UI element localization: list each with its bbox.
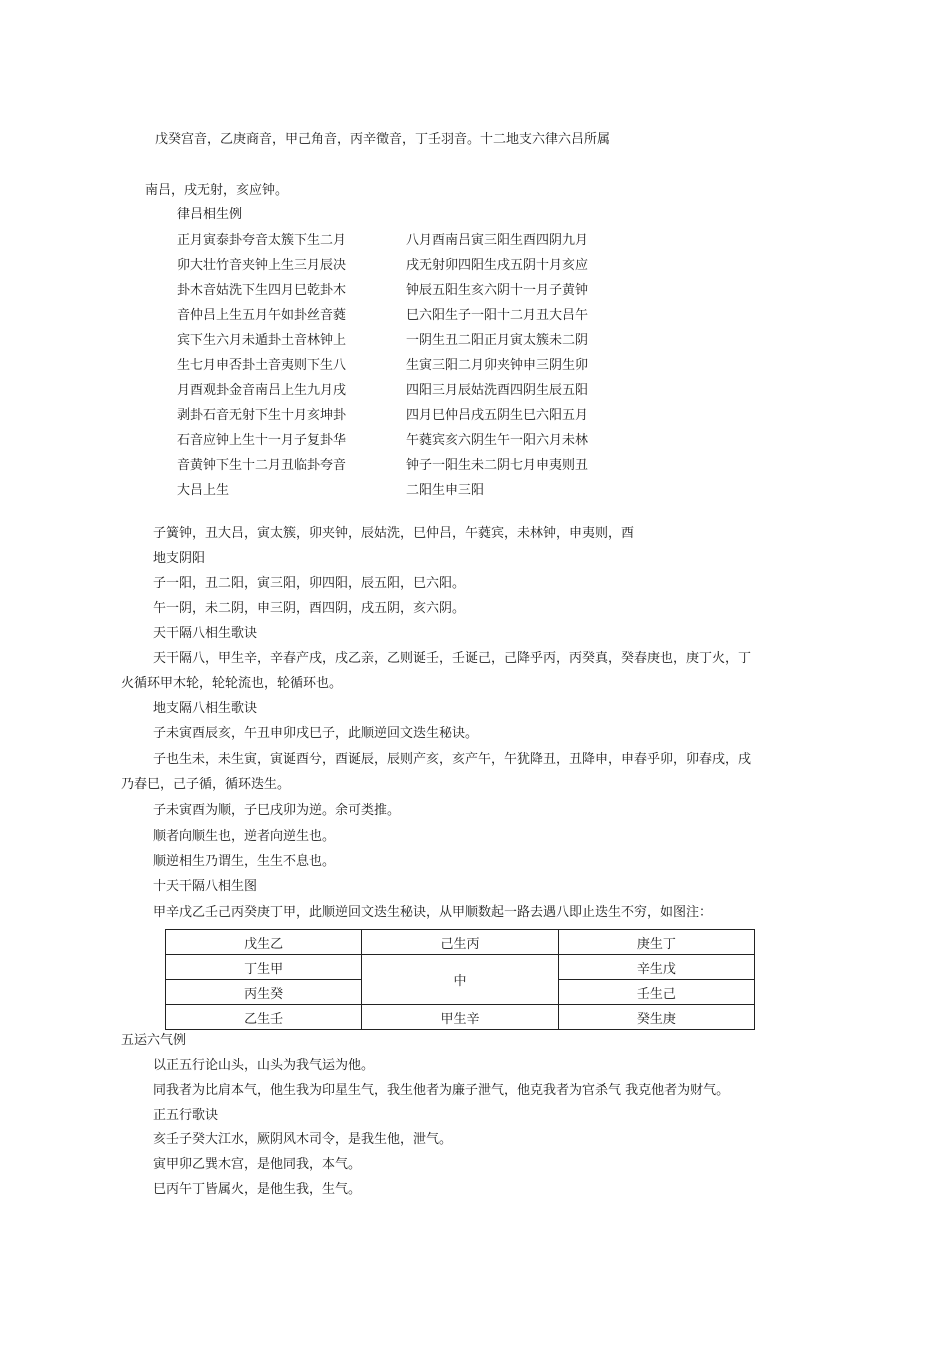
paragraph-line: 子一阳，丑二阳，寅三阳，卯四阳，辰五阳，巳六阳。 bbox=[153, 576, 466, 591]
paragraph-line: 子未寅酉辰亥，午丑申卯戌巳子，此顺逆回文迭生秘诀。 bbox=[153, 726, 479, 741]
section-heading: 十天干隔八相生图 bbox=[153, 879, 258, 894]
table-cell: 丁生甲 bbox=[166, 955, 362, 980]
lvlv-right-line: 四阳三月辰姑洗酉四阴生辰五阳 bbox=[406, 383, 589, 398]
table-cell: 乙生壬 bbox=[166, 1005, 362, 1030]
table-row bbox=[166, 955, 755, 980]
lvlv-left-line: 剥卦石音无射下生十月亥坤卦 bbox=[177, 408, 347, 423]
paragraph-line: 巳丙午丁皆属火，是他生我，生气。 bbox=[153, 1182, 362, 1197]
paragraph-line: 乃春巳，己子循，循环迭生。 bbox=[121, 777, 291, 792]
table-cell: 辛生戊 bbox=[558, 955, 754, 980]
paragraph-line: 午一阴，未二阴，申三阴，酉四阴，戌五阴，亥六阴。 bbox=[153, 601, 466, 616]
table-cell: 庚生丁 bbox=[558, 930, 754, 955]
section-title-lvlv: 律吕相生例 bbox=[177, 207, 243, 222]
lvlv-right-line: 生寅三阳二月卯夹钟申三阴生卯 bbox=[406, 358, 589, 373]
lvlv-left-line: 卦木音姑洗下生四月巳乾卦木 bbox=[177, 283, 347, 298]
table-row bbox=[166, 1005, 755, 1030]
table-cell: 癸生庚 bbox=[558, 1005, 754, 1030]
section-heading: 五运六气例 bbox=[121, 1033, 187, 1048]
paragraph-line: 同我者为比肩本气，他生我为印星生气，我生他者为廉子泄气，他克我者为官杀气 我克他者为财气。 bbox=[153, 1083, 730, 1098]
table-cell: 己生丙 bbox=[362, 930, 558, 955]
lvlv-right-line: 巳六阳生子一阳十二月丑大吕午 bbox=[406, 308, 589, 323]
paragraph-line: 以正五行论山头，山头为我气运为他。 bbox=[153, 1058, 375, 1073]
lvlv-left-line: 月酉观卦金音南吕上生九月戌 bbox=[177, 383, 347, 398]
lvlv-left-line: 大吕上生 bbox=[177, 483, 230, 498]
lvlv-right-line: 钟子一阳生未二阴七月申夷则丑 bbox=[406, 458, 589, 473]
section-heading: 地支隔八相生歌诀 bbox=[153, 701, 258, 716]
table-cell: 甲生辛 bbox=[362, 1005, 558, 1030]
lvlv-left-line: 生七月申否卦土音夷则下生八 bbox=[177, 358, 347, 373]
paragraph-line: 顺逆相生乃谓生，生生不息也。 bbox=[153, 854, 336, 869]
tiangan-table bbox=[165, 929, 755, 1030]
lvlv-right-line: 八月酉南吕寅三阳生酉四阴九月 bbox=[406, 233, 589, 248]
lvlv-left-column bbox=[177, 228, 346, 503]
section-heading: 正五行歌诀 bbox=[153, 1108, 219, 1123]
lvlv-left-line: 石音应钟上生十一月子复卦华 bbox=[177, 433, 347, 448]
paragraph-line: 亥壬子癸大江水，厥阴风木司令，是我生他，泄气。 bbox=[153, 1132, 453, 1147]
lvlv-left-line: 卯大壮竹音夹钟上生三月辰决 bbox=[177, 258, 347, 273]
section-heading: 天干隔八相生歌诀 bbox=[153, 626, 258, 641]
lvlv-right-line: 午蕤宾亥六阴生午一阳六月未林 bbox=[406, 433, 589, 448]
table-cell: 戊生乙 bbox=[166, 930, 362, 955]
lvlv-right-column bbox=[406, 228, 588, 503]
lvlv-right-line: 钟辰五阳生亥六阴十一月子黄钟 bbox=[406, 283, 589, 298]
paragraph-line: 火循环甲木轮，轮轮流也，轮循环也。 bbox=[121, 676, 343, 691]
intro-line-2: 南吕，戌无射，亥应钟。 bbox=[145, 183, 289, 198]
lvlv-right-line: 戌无射卯四阳生戌五阴十月亥应 bbox=[406, 258, 589, 273]
section-heading: 地支阴阳 bbox=[153, 551, 206, 566]
lvlv-left-line: 音黄钟下生十二月丑临卦夸音 bbox=[177, 458, 347, 473]
table-cell: 壬生己 bbox=[558, 980, 754, 1005]
paragraph-line: 子也生未，未生寅，寅诞酉兮，酉诞辰，辰则产亥，亥产午，午犹降丑，丑降申，申春乎卯，卯春戌，戌 bbox=[153, 752, 752, 767]
paragraph-line: 寅甲卯乙巽木宫，是他同我，本气。 bbox=[153, 1157, 362, 1172]
table-cell-center: 中 bbox=[362, 955, 558, 1005]
lvlv-right-line: 四月巳仲吕戌五阴生巳六阳五月 bbox=[406, 408, 589, 423]
lvlv-left-line: 正月寅泰卦夸音太簇下生二月 bbox=[177, 233, 347, 248]
paragraph-line: 子未寅酉为顺，子巳戌卯为逆。余可类推。 bbox=[153, 803, 401, 818]
paragraph-line: 子簧钟，丑大吕，寅太簇，卯夹钟，辰姑洗，巳仲吕，午蕤宾，未林钟，申夷则，酉 bbox=[153, 526, 635, 541]
table-row bbox=[166, 930, 755, 955]
table-cell: 丙生癸 bbox=[166, 980, 362, 1005]
paragraph-line: 顺者向顺生也，逆者向逆生也。 bbox=[153, 829, 336, 844]
intro-line-1: 戊癸宫音，乙庚商音，甲己角音，丙辛徵音，丁壬羽音。十二地支六律六吕所属 bbox=[155, 132, 611, 147]
lvlv-left-line: 音仲吕上生五月午如卦丝音蕤 bbox=[177, 308, 347, 323]
lvlv-right-line: 二阳生申三阳 bbox=[406, 483, 485, 498]
paragraph-line: 甲辛戊乙壬己丙癸庚丁甲，此顺逆回文迭生秘诀，从甲顺数起一路去遇八即止迭生不穷，如图注： bbox=[153, 905, 713, 920]
lvlv-right-line: 一阴生丑二阳正月寅太簇未二阴 bbox=[406, 333, 589, 348]
paragraph-line: 天干隔八，甲生辛，辛春产戌，戌乙亲，乙则诞壬，壬诞己，己降乎丙，丙癸真，癸春庚也，庚丁火，丁 bbox=[153, 651, 752, 666]
lvlv-left-line: 宾下生六月未遁卦土音林钟上 bbox=[177, 333, 347, 348]
